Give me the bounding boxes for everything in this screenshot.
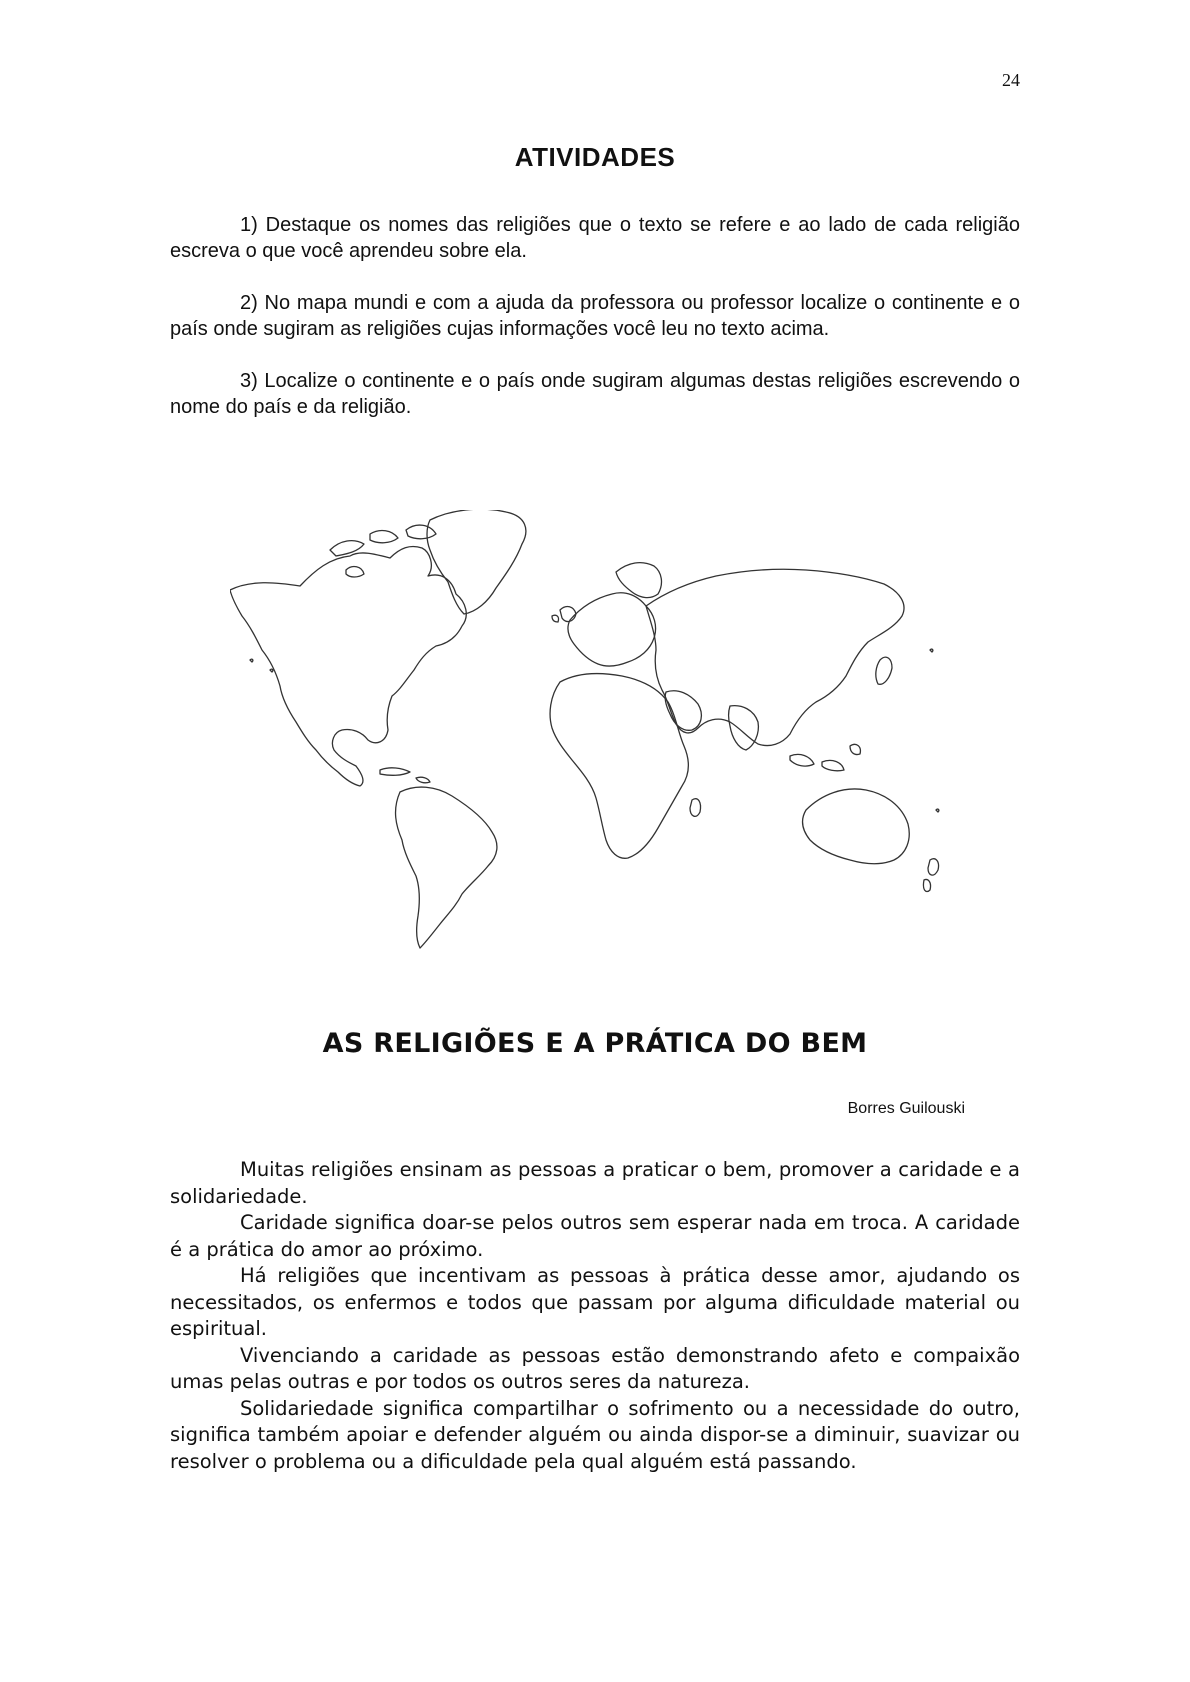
india-outline xyxy=(729,706,759,750)
author-name: Borres Guilouski xyxy=(847,1100,965,1117)
new-zealand-outline xyxy=(923,859,938,892)
southeast-asia-islands-outline xyxy=(790,744,860,770)
body-paragraph-2: Caridade significa doar-se pelos outros sem esperar nada em troca. A caridade é a prática do amor ao próximo. xyxy=(170,1211,1020,1261)
page-number: 24 xyxy=(1002,70,1020,90)
arctic-islands-outline xyxy=(330,525,436,577)
world-map-icon xyxy=(230,510,960,950)
activities-list xyxy=(170,212,1020,446)
australia-outline xyxy=(803,789,910,864)
activity-item-2: 2) No mapa mundi e com a ajuda da professora ou professor localize o continente e o país onde sugiram as religiões cujas informações você leu no texto acima. xyxy=(170,292,1020,340)
activities-title: ATIVIDADES xyxy=(514,142,676,172)
british-isles-outline xyxy=(552,607,576,622)
europe-outline xyxy=(568,593,656,666)
japan-outline xyxy=(876,657,892,684)
body-paragraph-5: Solidariedade significa compartilhar o sofrimento ou a necessidade do outro, significa também apoiar e defender alguém ou ainda dispor-se a diminuir, suavizar ou resolver o problema ou a dificuldade pela qual alguém está passando. xyxy=(170,1396,1020,1473)
section-title: AS RELIGIÕES E A PRÁTICA DO BEM xyxy=(322,1028,868,1059)
madagascar-outline xyxy=(690,799,701,817)
body-paragraph-1: Muitas religiões ensinam as pessoas a praticar o bem, promover a caridade e a solidariedade. xyxy=(170,1158,1020,1208)
caribbean-outline xyxy=(380,768,430,783)
north-america-outline xyxy=(230,546,466,786)
activity-item-1: 1) Destaque os nomes das religiões que o texto se refere e ao lado de cada religião escreva o que você aprendeu sobre ela. xyxy=(170,214,1020,262)
section-body xyxy=(170,1157,1020,1475)
greenland-outline xyxy=(427,510,526,614)
activity-item-3: 3) Localize o continente e o país onde sugiram algumas destas religiões escrevendo o nome do país e da religião. xyxy=(170,370,1020,418)
south-america-outline xyxy=(396,787,497,948)
body-paragraph-3: Há religiões que incentivam as pessoas à prática desse amor, ajudando os necessitados, os enfermos e todos que passam por alguma dificuldade material ou espiritual. xyxy=(170,1264,1020,1340)
body-paragraph-4: Vivenciando a caridade as pessoas estão demonstrando afeto e compaixão umas pelas outras e por todos os outros seres da natureza. xyxy=(170,1343,1020,1393)
asia-outline xyxy=(646,569,904,745)
